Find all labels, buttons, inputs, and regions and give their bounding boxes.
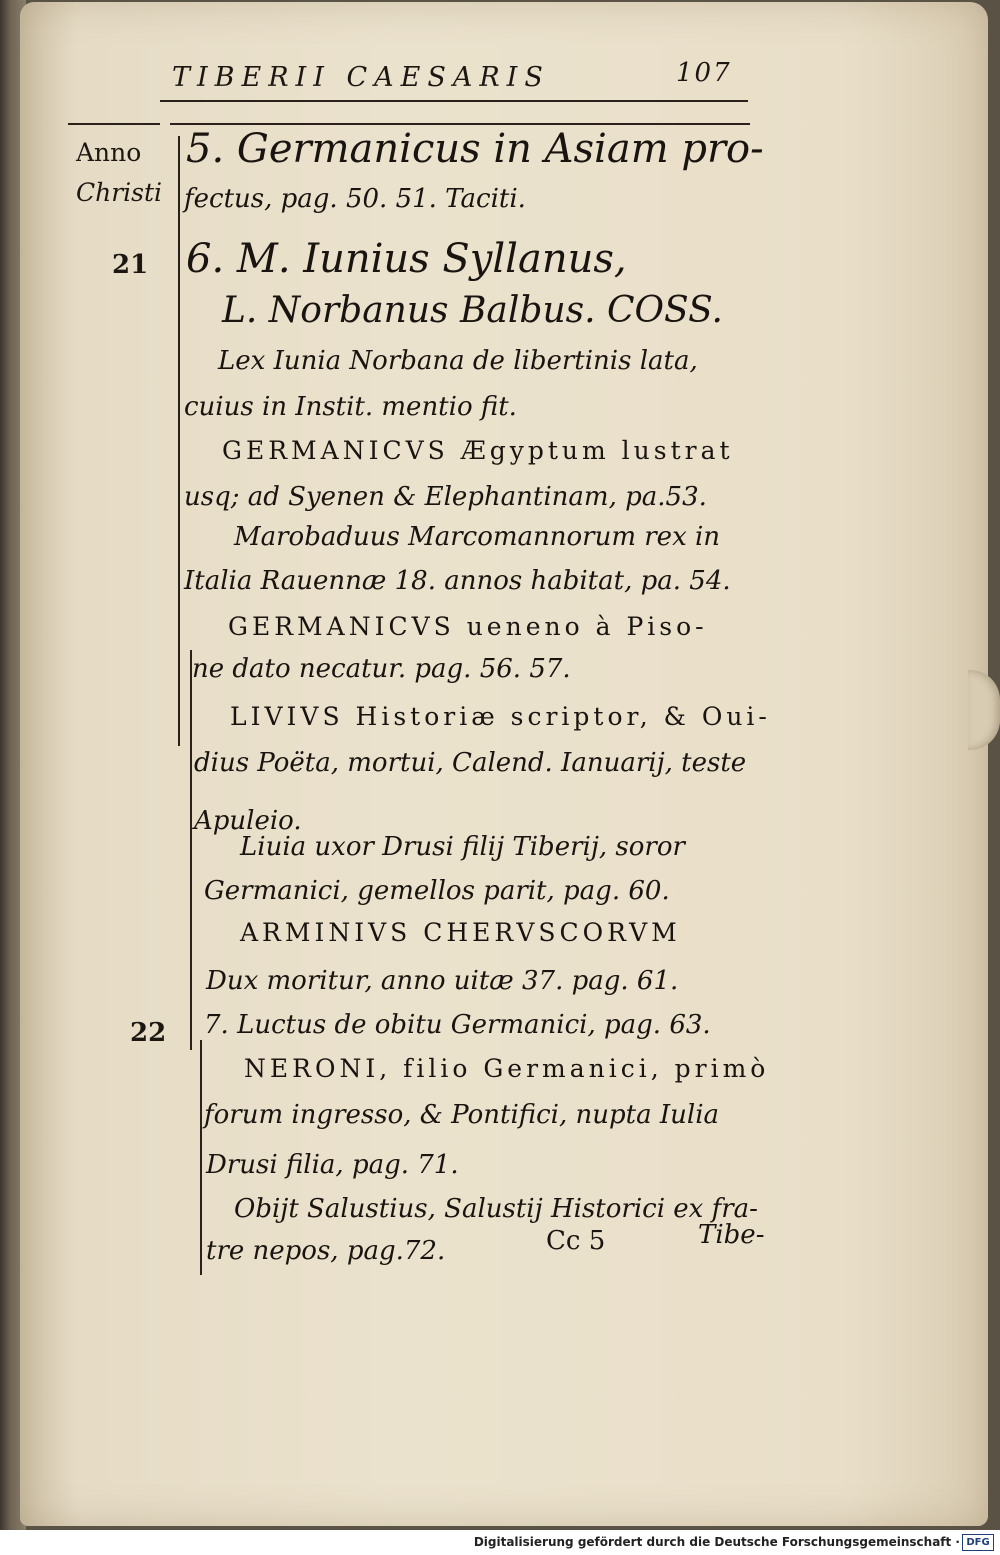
text-line: fectus, pag. 50. 51. Taciti.: [184, 184, 526, 214]
text-line: usq; ad Syenen & Elephantinam, pa.53.: [184, 482, 707, 512]
text-line: Obijt Salustius, Salustij Historici ex fra-: [234, 1194, 758, 1224]
text-line: Italia Rauennæ 18. annos habitat, pa. 54.: [184, 566, 731, 596]
catchword: Tibe-: [698, 1220, 765, 1250]
column-rule: [170, 123, 750, 125]
column-divider-middle: [190, 650, 192, 1050]
column-divider-upper: [178, 136, 180, 746]
text-line: Lex Iunia Norbana de libertinis lata,: [218, 346, 698, 376]
text-line: dius Poëta, mortui, Calend. Ianuarij, teste: [194, 748, 747, 778]
text-line: tre nepos, pag.72.: [206, 1236, 446, 1266]
text-line: 5. Germanicus in Asiam pro-: [186, 126, 764, 172]
page-tab-marker: [968, 670, 1000, 750]
text-line: Drusi filia, pag. 71.: [206, 1150, 459, 1180]
text-line: Germanici, gemellos parit, pag. 60.: [204, 876, 670, 906]
header-rule: [160, 100, 748, 102]
signature-mark: Cc 5: [546, 1226, 606, 1256]
text-line: NERONI, filio Germanici, primò: [244, 1054, 770, 1083]
margin-label-christi: Christi: [76, 178, 163, 207]
text-line: L. Norbanus Balbus. COSS.: [222, 290, 723, 331]
text-line: 7. Luctus de obitu Germanici, pag. 63.: [204, 1010, 711, 1040]
digitization-footer: [0, 1530, 1000, 1555]
page-number: 107: [676, 58, 732, 88]
margin-rule: [68, 123, 160, 125]
margin-label-anno: Anno: [76, 138, 142, 167]
text-line: LIVIVS Historiæ scriptor, & Oui-: [230, 702, 771, 731]
text-line: Apuleio.: [194, 806, 302, 836]
text-line: 6. M. Iunius Syllanus,: [186, 236, 627, 282]
text-line: Marobaduus Marcomannorum rex in: [234, 522, 721, 552]
text-line: Liuia uxor Drusi filij Tiberij, soror: [240, 832, 685, 862]
column-divider-lower: [200, 1040, 202, 1275]
text-line: Dux moritur, anno uitæ 37. pag. 61.: [206, 966, 679, 996]
text-line: GERMANICVS ueneno à Piso-: [228, 612, 708, 641]
dfg-logo: DFG: [962, 1534, 994, 1551]
text-line: ARMINIVS CHERVSCORVM: [240, 918, 681, 947]
margin-year: 22: [130, 1018, 167, 1048]
text-line: ne dato necatur. pag. 56. 57.: [192, 654, 571, 684]
text-line: GERMANICVS Ægyptum lustrat: [222, 436, 734, 465]
text-line: forum ingresso, & Pontifici, nupta Iulia: [204, 1100, 720, 1130]
footer-credit: Digitalisierung gefördert durch die Deutsche Forschungsgemeinschaft ·: [473, 1535, 960, 1549]
margin-year: 21: [112, 250, 149, 280]
text-line: cuius in Instit. mentio fit.: [184, 392, 517, 422]
running-head: TIBERII CAESARIS: [172, 62, 550, 93]
